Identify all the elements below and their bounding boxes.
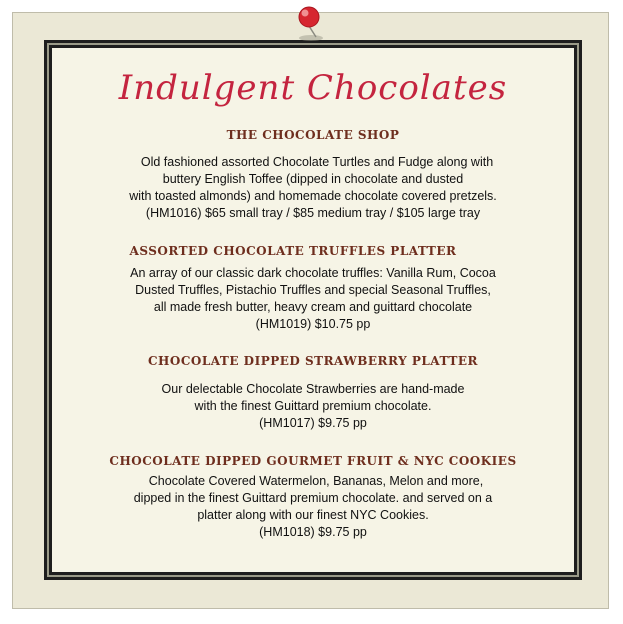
section-heading: CHOCOLATE DIPPED STRAWBERRY PLATTER (147, 354, 479, 368)
section-description (52, 381, 574, 432)
description-line: all made fresh butter, heavy cream and guittard chocolate (153, 300, 473, 314)
section-description (52, 265, 574, 333)
item-price: (HM1017) $9.75 pp (259, 416, 367, 430)
description-line: An array of our classic dark chocolate truffles: Vanilla Rum, Cocoa (130, 266, 496, 280)
description-line: buttery English Toffee (dipped in chocolate and dusted (162, 172, 464, 186)
menu-content (52, 48, 574, 572)
menu-title: Indulgent Chocolates (118, 68, 508, 108)
section-heading: THE CHOCOLATE SHOP (226, 128, 400, 142)
description-line: Dusted Truffles, Pistachio Truffles and special Seasonal Truffles, (135, 283, 491, 297)
description-line: dipped in the finest Guittard premium chocolate. and served on a (133, 491, 493, 505)
item-price: (HM1019) $10.75 pp (255, 317, 371, 331)
description-line: with toasted almonds) and homemade chocolate covered pretzels. (129, 189, 497, 203)
description-line: Our delectable Chocolate Strawberries are hand-made (161, 382, 465, 396)
push-pin-icon (289, 4, 333, 44)
section-heading: ASSORTED CHOCOLATE TRUFFLES PLATTER (129, 244, 457, 258)
item-price: (HM1018) $9.75 pp (259, 525, 367, 539)
item-price: (HM1016) $65 small tray / $85 medium tray / $105 large tray (145, 206, 481, 220)
description-line: Chocolate Covered Watermelon, Bananas, Melon and more, (148, 474, 484, 488)
description-line: platter along with our finest NYC Cookies. (197, 508, 429, 522)
section-description (52, 154, 574, 222)
description-line: Old fashioned assorted Chocolate Turtles and Fudge along with (140, 155, 494, 169)
menu-frame (44, 40, 582, 580)
description-line: with the finest Guittard premium chocolate. (194, 399, 432, 413)
section-heading: CHOCOLATE DIPPED GOURMET FRUIT & NYC COOKIES (109, 454, 517, 468)
section-description (52, 473, 574, 541)
